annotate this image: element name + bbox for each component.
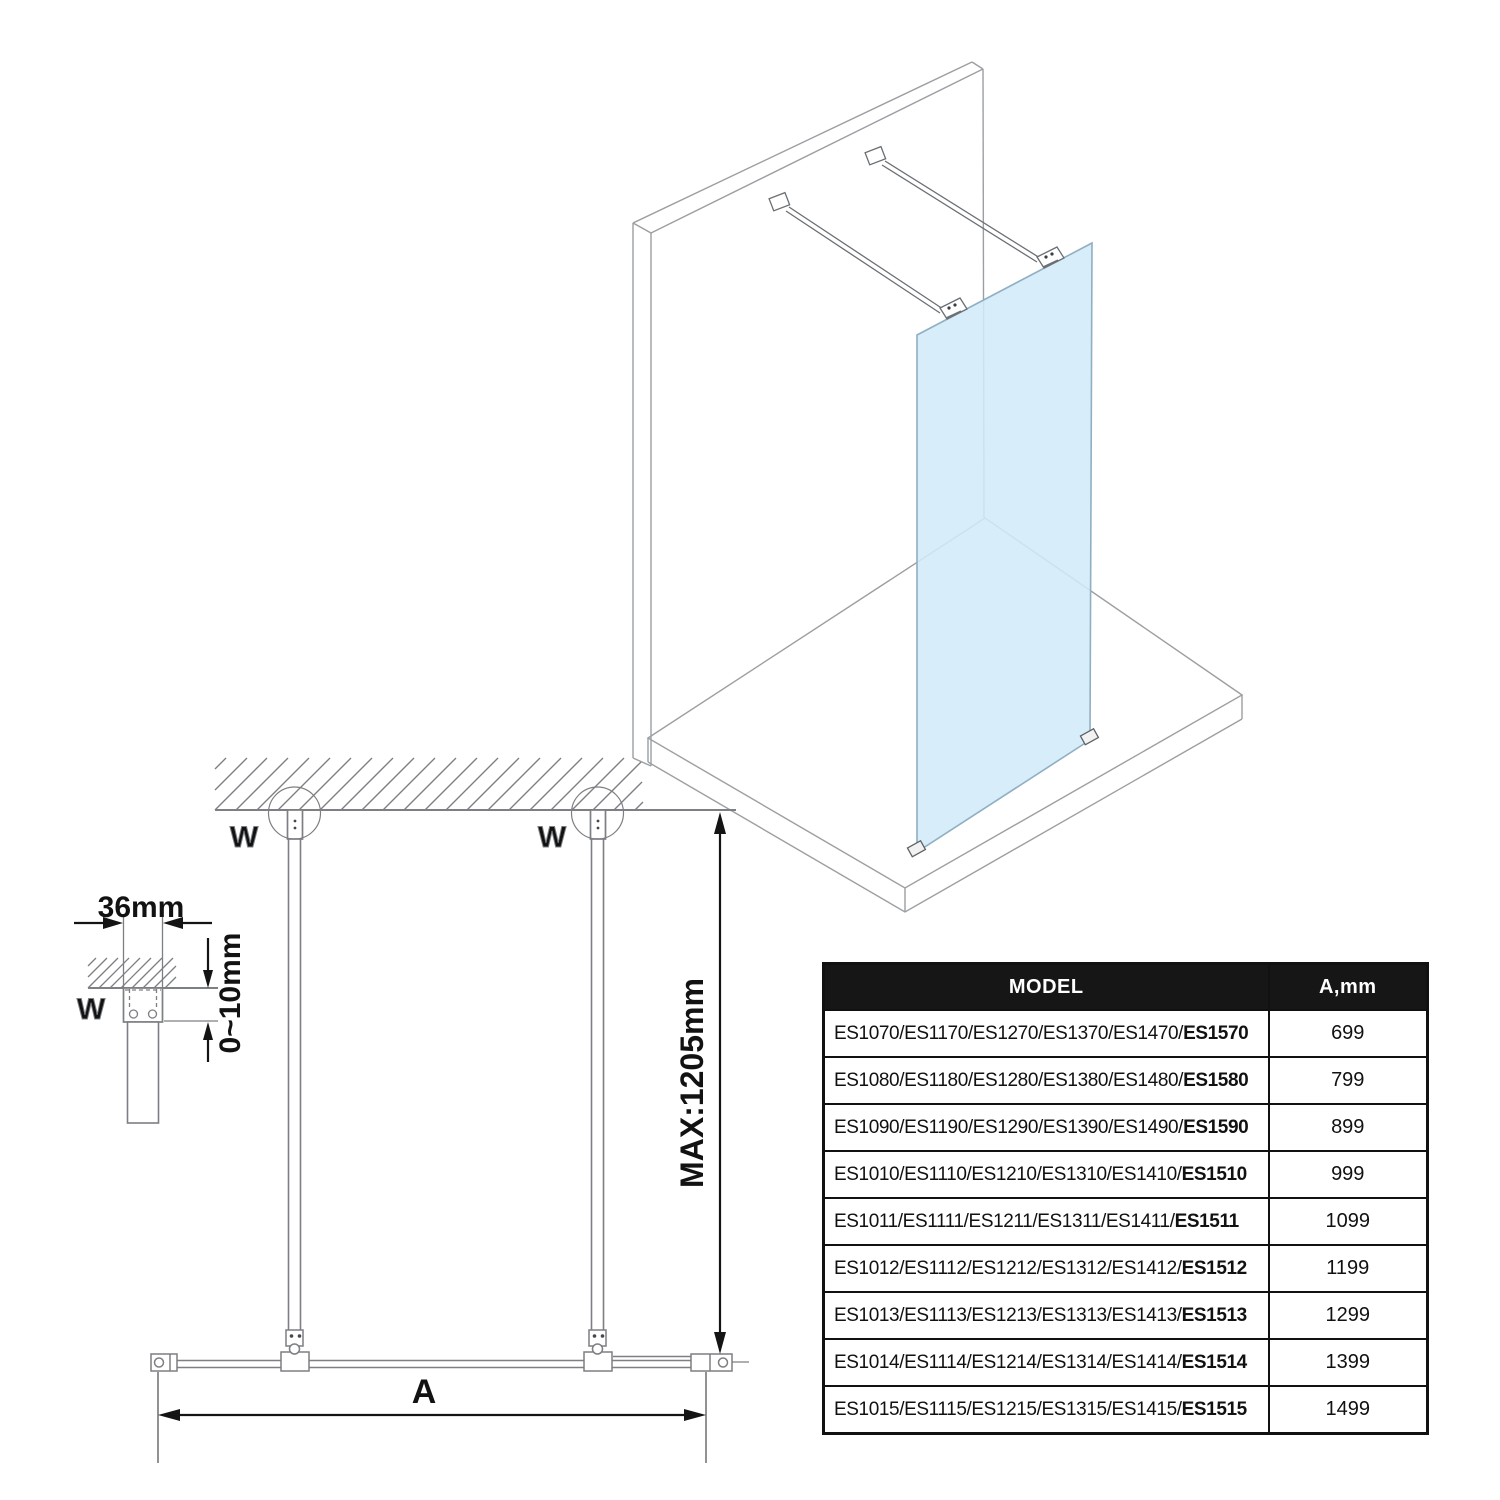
model-list: ES1015/ES1115/ES1215/ES1315/ES1415/ xyxy=(834,1398,1182,1420)
support-bar-near xyxy=(769,193,967,319)
model-list: ES1012/ES1112/ES1212/ES1312/ES1412/ xyxy=(834,1257,1182,1279)
value-cell: 1399 xyxy=(1269,1339,1428,1386)
table-row xyxy=(824,1010,1428,1057)
detail-bracket xyxy=(124,988,163,1022)
table-row xyxy=(824,1151,1428,1198)
model-table xyxy=(822,962,1429,1435)
model-cell xyxy=(824,1245,1269,1292)
value-cell: 699 xyxy=(1269,1010,1428,1057)
dim-max-label: MAX:1205mm xyxy=(674,978,710,1188)
value-cell: 1099 xyxy=(1269,1198,1428,1245)
detail-view xyxy=(77,914,218,1123)
value-cell: 899 xyxy=(1269,1104,1428,1151)
model-cell xyxy=(824,1198,1269,1245)
model-bold: ES1514 xyxy=(1181,1351,1247,1373)
model-list: ES1011/ES1111/ES1211/ES1311/ES1411/ xyxy=(834,1210,1175,1232)
value-cell: 999 xyxy=(1269,1151,1428,1198)
table-row xyxy=(824,1245,1428,1292)
table-row xyxy=(824,1057,1428,1104)
dim-a-label: A xyxy=(411,1373,437,1411)
model-list: ES1014/ES1114/ES1214/ES1314/ES1414/ xyxy=(834,1351,1182,1373)
model-column-header: MODEL xyxy=(824,964,1269,1011)
support-bar-right-plan xyxy=(592,839,604,1331)
glass-panel xyxy=(917,243,1092,852)
wall-hatch xyxy=(215,758,643,810)
dim-gap-label: 0~10mm xyxy=(214,932,247,1054)
table-row xyxy=(824,1339,1428,1386)
a-column-header: A,mm xyxy=(1269,964,1428,1011)
bar-hinge-left xyxy=(281,1330,309,1371)
table-row xyxy=(824,1104,1428,1151)
value-cell: 1299 xyxy=(1269,1292,1428,1339)
detail-bar xyxy=(128,1022,159,1123)
glass-end-profile-left xyxy=(151,1354,177,1371)
wall-bracket-right xyxy=(572,787,624,839)
model-bold: ES1580 xyxy=(1183,1069,1249,1091)
isometric-view xyxy=(633,62,1242,912)
table-row xyxy=(824,1386,1428,1434)
model-list: ES1090/ES1190/ES1290/ES1390/ES1490/ xyxy=(834,1116,1184,1138)
value-cell: 799 xyxy=(1269,1057,1428,1104)
model-list: ES1010/ES1110/ES1210/ES1310/ES1410/ xyxy=(834,1163,1182,1185)
model-cell xyxy=(824,1057,1269,1104)
support-bar-far xyxy=(865,147,1064,268)
model-cell xyxy=(824,1104,1269,1151)
value-cell: 1199 xyxy=(1269,1245,1428,1292)
wall-bracket-left xyxy=(269,787,321,839)
w-label-detail: W xyxy=(76,993,106,1026)
value-cell: 1499 xyxy=(1269,1386,1428,1434)
model-list: ES1013/ES1113/ES1213/ES1313/ES1413/ xyxy=(834,1304,1182,1326)
dim-36mm xyxy=(74,891,212,929)
table-header-row xyxy=(824,964,1428,1011)
model-bold: ES1515 xyxy=(1181,1398,1247,1420)
table-row xyxy=(824,1292,1428,1339)
dim-36mm-label: 36mm xyxy=(97,891,185,924)
support-bar-left-plan xyxy=(289,839,301,1331)
model-bold: ES1570 xyxy=(1183,1022,1249,1044)
table-row xyxy=(824,1198,1428,1245)
model-cell xyxy=(824,1292,1269,1339)
glass-line-plan xyxy=(177,1357,699,1368)
dim-a xyxy=(158,1372,706,1463)
model-bold: ES1511 xyxy=(1174,1210,1239,1232)
bar-hinge-right xyxy=(584,1330,612,1371)
model-bold: ES1510 xyxy=(1181,1163,1247,1185)
model-bold: ES1512 xyxy=(1181,1257,1247,1279)
w-label-left: W xyxy=(229,821,259,854)
model-list: ES1080/ES1180/ES1280/ES1380/ES1480/ xyxy=(834,1069,1184,1091)
dim-max xyxy=(674,812,726,1354)
dim-gap xyxy=(203,933,247,1062)
model-cell xyxy=(824,1010,1269,1057)
model-bold: ES1590 xyxy=(1183,1116,1249,1138)
model-cell xyxy=(824,1386,1269,1434)
model-cell xyxy=(824,1151,1269,1198)
model-list: ES1070/ES1170/ES1270/ES1370/ES1470/ xyxy=(834,1022,1184,1044)
model-cell xyxy=(824,1339,1269,1386)
plan-view xyxy=(151,758,749,1371)
w-label-right: W xyxy=(537,821,567,854)
model-bold: ES1513 xyxy=(1181,1304,1247,1326)
glass-end-profile-right xyxy=(691,1354,749,1371)
